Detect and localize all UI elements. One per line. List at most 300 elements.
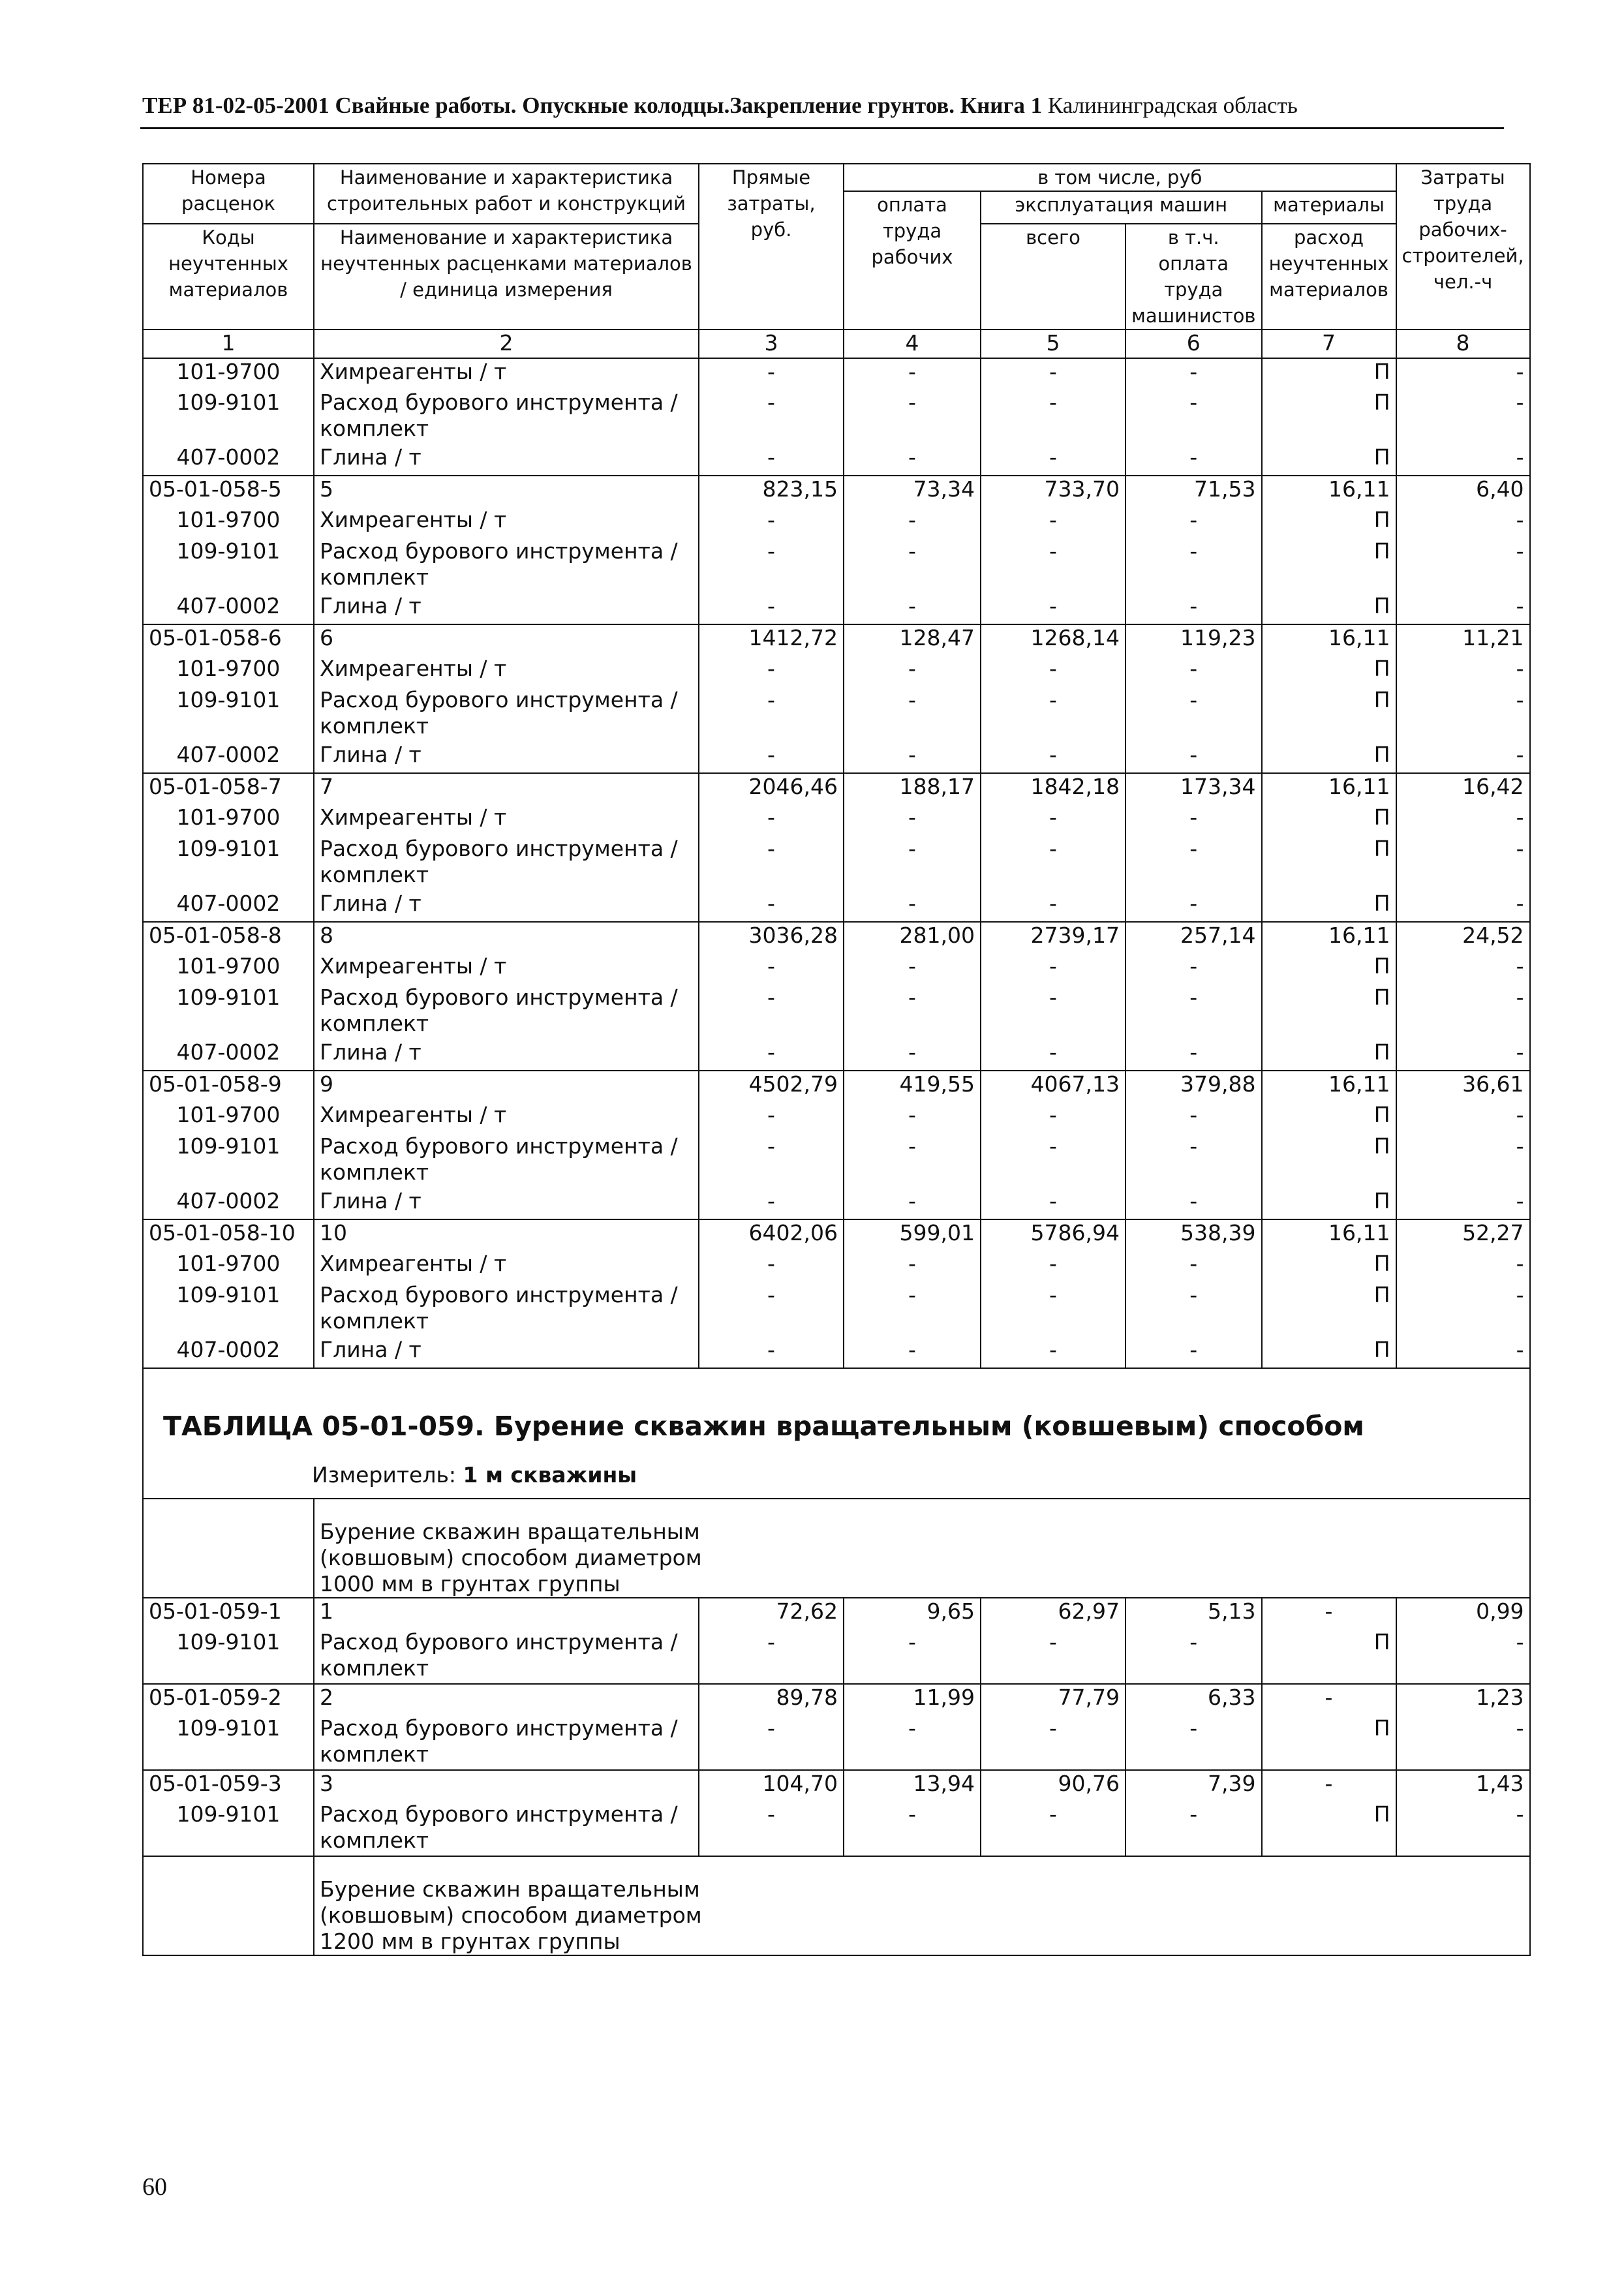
col-material-codes-header: Коды неучтенных материалов bbox=[143, 224, 314, 329]
direct-cost-cell: 6402,06 bbox=[699, 1219, 844, 1251]
labor-hours-cell: 11,21 bbox=[1396, 624, 1530, 656]
direct-cost-cell: - bbox=[699, 538, 844, 593]
material-name: Химреагенты / т bbox=[314, 507, 699, 538]
rate-name: 6 bbox=[314, 624, 699, 656]
machines-total-cell: 62,97 bbox=[981, 1598, 1126, 1629]
direct-cost-cell: 89,78 bbox=[699, 1684, 844, 1715]
material-code: 109-9101 bbox=[143, 1133, 314, 1188]
labor-hours-cell: - bbox=[1396, 1133, 1530, 1188]
machines-total-cell: - bbox=[981, 1102, 1126, 1133]
material-code: 109-9101 bbox=[143, 687, 314, 742]
material-name: Расход бурового инструмента / комплект bbox=[314, 985, 699, 1039]
rate-name: 7 bbox=[314, 773, 699, 804]
machines-total-cell: - bbox=[981, 1039, 1126, 1071]
labor-hours-cell: 52,27 bbox=[1396, 1219, 1530, 1251]
worker-pay-cell: - bbox=[844, 1039, 981, 1071]
operator-pay-cell: - bbox=[1126, 1282, 1262, 1337]
direct-cost-cell: - bbox=[699, 358, 844, 390]
labor-hours-cell: - bbox=[1396, 836, 1530, 891]
group-description-1200: Бурение скважин вращательным (ковшовым) способом диаметром 1200 мм в грунтах группы bbox=[320, 1876, 702, 1954]
material-row bbox=[143, 1337, 1530, 1368]
operator-pay-cell: - bbox=[1126, 656, 1262, 687]
material-code: 101-9700 bbox=[143, 358, 314, 390]
labor-hours-cell: - bbox=[1396, 985, 1530, 1039]
material-row bbox=[143, 358, 1530, 390]
material-row bbox=[143, 985, 1530, 1039]
direct-cost-cell: - bbox=[699, 656, 844, 687]
worker-pay-cell: - bbox=[844, 444, 981, 476]
worker-pay-cell: - bbox=[844, 358, 981, 390]
material-name: Глина / т bbox=[314, 593, 699, 624]
direct-cost-cell: - bbox=[699, 687, 844, 742]
direct-cost-cell: - bbox=[699, 1337, 844, 1368]
rate-row bbox=[143, 624, 1530, 656]
direct-cost-cell: - bbox=[699, 444, 844, 476]
operator-pay-cell: - bbox=[1126, 507, 1262, 538]
material-code: 407-0002 bbox=[143, 1188, 314, 1219]
direct-cost-cell: - bbox=[699, 390, 844, 444]
col-work-name-header: Наименование и характеристика строительных работ и конструкций bbox=[314, 164, 699, 224]
direct-cost-cell: 4502,79 bbox=[699, 1071, 844, 1102]
labor-hours-cell: 6,40 bbox=[1396, 476, 1530, 507]
operator-pay-cell: - bbox=[1126, 1133, 1262, 1188]
machines-total-cell: - bbox=[981, 1282, 1126, 1337]
machines-total-cell: - bbox=[981, 1337, 1126, 1368]
worker-pay-cell: 9,65 bbox=[844, 1598, 981, 1629]
worker-pay-cell: 599,01 bbox=[844, 1219, 981, 1251]
operator-pay-cell: - bbox=[1126, 593, 1262, 624]
machines-total-cell: 733,70 bbox=[981, 476, 1126, 507]
machines-total-cell: - bbox=[981, 507, 1126, 538]
rate-row bbox=[143, 476, 1530, 507]
machines-total-cell: - bbox=[981, 1251, 1126, 1282]
direct-cost-cell: 1412,72 bbox=[699, 624, 844, 656]
operator-pay-cell: - bbox=[1126, 1629, 1262, 1684]
direct-cost-cell: - bbox=[699, 953, 844, 985]
worker-pay-cell: 13,94 bbox=[844, 1770, 981, 1801]
labor-hours-cell: - bbox=[1396, 390, 1530, 444]
material-use-cell: П bbox=[1262, 1629, 1396, 1684]
rate-row bbox=[143, 1219, 1530, 1251]
worker-pay-cell: - bbox=[844, 1282, 981, 1337]
operator-pay-cell: - bbox=[1126, 1251, 1262, 1282]
labor-hours-cell: - bbox=[1396, 1801, 1530, 1856]
labor-hours-cell: - bbox=[1396, 593, 1530, 624]
operator-pay-cell: - bbox=[1126, 985, 1262, 1039]
worker-pay-cell: - bbox=[844, 1133, 981, 1188]
material-code: 109-9101 bbox=[143, 390, 314, 444]
labor-hours-cell: - bbox=[1396, 804, 1530, 836]
operator-pay-cell: - bbox=[1126, 953, 1262, 985]
labor-hours-cell: 1,23 bbox=[1396, 1684, 1530, 1715]
table-header bbox=[143, 164, 1530, 358]
worker-pay-cell: - bbox=[844, 507, 981, 538]
table-059-tail bbox=[143, 1856, 1530, 1955]
labor-hours-cell: - bbox=[1396, 1188, 1530, 1219]
material-name: Химреагенты / т bbox=[314, 1102, 699, 1133]
material-use-cell: П bbox=[1262, 1039, 1396, 1071]
direct-cost-cell: 3036,28 bbox=[699, 922, 844, 953]
material-code: 407-0002 bbox=[143, 593, 314, 624]
worker-pay-cell: - bbox=[844, 1629, 981, 1684]
material-code: 109-9101 bbox=[143, 836, 314, 891]
header-title: ТЕР 81-02-05-2001 Свайные работы. Опускные колодцы.Закрепление грунтов. Книга 1 bbox=[142, 93, 1043, 118]
col-worker-pay-header: оплата труда рабочих bbox=[844, 191, 981, 329]
material-code: 101-9700 bbox=[143, 656, 314, 687]
operator-pay-cell: 379,88 bbox=[1126, 1071, 1262, 1102]
worker-pay-cell: - bbox=[844, 687, 981, 742]
worker-pay-cell: 281,00 bbox=[844, 922, 981, 953]
material-row bbox=[143, 593, 1530, 624]
worker-pay-cell: 188,17 bbox=[844, 773, 981, 804]
machines-total-cell: - bbox=[981, 804, 1126, 836]
column-numbers-row bbox=[143, 329, 1530, 358]
material-row bbox=[143, 507, 1530, 538]
material-name: Расход бурового инструмента / комплект bbox=[314, 1801, 699, 1856]
direct-cost-cell: - bbox=[699, 1801, 844, 1856]
page-number: 60 bbox=[142, 2173, 167, 2201]
machines-total-cell: - bbox=[981, 1133, 1126, 1188]
col-material-use-header: расход неучтенных материалов bbox=[1262, 224, 1396, 329]
rate-row bbox=[143, 1770, 1530, 1801]
material-row bbox=[143, 1282, 1530, 1337]
labor-hours-cell: - bbox=[1396, 1715, 1530, 1770]
header-rule bbox=[140, 127, 1504, 129]
material-use-cell: П bbox=[1262, 891, 1396, 922]
worker-pay-cell: 11,99 bbox=[844, 1684, 981, 1715]
material-row bbox=[143, 444, 1530, 476]
worker-pay-cell: - bbox=[844, 538, 981, 593]
col-number: 1 bbox=[143, 329, 314, 358]
machines-total-cell: 5786,94 bbox=[981, 1219, 1126, 1251]
direct-cost-cell: 72,62 bbox=[699, 1598, 844, 1629]
direct-cost-cell: - bbox=[699, 1188, 844, 1219]
operator-pay-cell: - bbox=[1126, 1801, 1262, 1856]
machines-total-cell: - bbox=[981, 390, 1126, 444]
worker-pay-cell: - bbox=[844, 891, 981, 922]
material-row bbox=[143, 687, 1530, 742]
labor-hours-cell: 0,99 bbox=[1396, 1598, 1530, 1629]
rate-code: 05-01-059-1 bbox=[143, 1598, 314, 1629]
material-use-cell: 16,11 bbox=[1262, 624, 1396, 656]
worker-pay-cell: 73,34 bbox=[844, 476, 981, 507]
worker-pay-cell: - bbox=[844, 390, 981, 444]
labor-hours-cell: - bbox=[1396, 1629, 1530, 1684]
labor-hours-cell: - bbox=[1396, 953, 1530, 985]
machines-total-cell: 2739,17 bbox=[981, 922, 1126, 953]
labor-hours-cell: - bbox=[1396, 507, 1530, 538]
operator-pay-cell: - bbox=[1126, 742, 1262, 773]
operator-pay-cell: - bbox=[1126, 538, 1262, 593]
rate-name: 2 bbox=[314, 1684, 699, 1715]
labor-hours-cell: - bbox=[1396, 742, 1530, 773]
col-number: 5 bbox=[981, 329, 1126, 358]
machines-total-cell: 90,76 bbox=[981, 1770, 1126, 1801]
material-code: 101-9700 bbox=[143, 804, 314, 836]
labor-hours-cell: - bbox=[1396, 1337, 1530, 1368]
rate-code: 05-01-058-10 bbox=[143, 1219, 314, 1251]
worker-pay-cell: - bbox=[844, 1801, 981, 1856]
header-region: Калининградская область bbox=[1042, 93, 1298, 118]
material-row bbox=[143, 538, 1530, 593]
machines-total-cell: - bbox=[981, 538, 1126, 593]
material-name: Расход бурового инструмента / комплект bbox=[314, 836, 699, 891]
operator-pay-cell: - bbox=[1126, 1102, 1262, 1133]
material-row bbox=[143, 1039, 1530, 1071]
material-use-cell: П bbox=[1262, 1715, 1396, 1770]
labor-hours-cell: 36,61 bbox=[1396, 1071, 1530, 1102]
col-machines-header: эксплуатация машин bbox=[981, 191, 1262, 224]
material-row bbox=[143, 891, 1530, 922]
direct-cost-cell: - bbox=[699, 1102, 844, 1133]
operator-pay-cell: 173,34 bbox=[1126, 773, 1262, 804]
rate-row bbox=[143, 1598, 1530, 1629]
direct-cost-cell: - bbox=[699, 507, 844, 538]
direct-cost-cell: - bbox=[699, 1039, 844, 1071]
direct-cost-cell: - bbox=[699, 593, 844, 624]
machines-total-cell: - bbox=[981, 742, 1126, 773]
labor-hours-cell: - bbox=[1396, 656, 1530, 687]
machines-total-cell: - bbox=[981, 593, 1126, 624]
worker-pay-cell: - bbox=[844, 1715, 981, 1770]
operator-pay-cell: - bbox=[1126, 687, 1262, 742]
material-use-cell: П bbox=[1262, 985, 1396, 1039]
rate-name: 9 bbox=[314, 1071, 699, 1102]
machines-total-cell: - bbox=[981, 836, 1126, 891]
operator-pay-cell: 119,23 bbox=[1126, 624, 1262, 656]
material-use-cell: 16,11 bbox=[1262, 1071, 1396, 1102]
measure-value: 1 м скважины bbox=[463, 1462, 637, 1488]
col-number: 8 bbox=[1396, 329, 1530, 358]
col-number: 6 bbox=[1126, 329, 1262, 358]
operator-pay-cell: 6,33 bbox=[1126, 1684, 1262, 1715]
machines-total-cell: - bbox=[981, 687, 1126, 742]
group-description-1000: Бурение скважин вращательным (ковшовым) способом диаметром 1000 мм в грунтах группы bbox=[320, 1519, 702, 1597]
material-name: Химреагенты / т bbox=[314, 1251, 699, 1282]
material-code: 407-0002 bbox=[143, 444, 314, 476]
material-code: 109-9101 bbox=[143, 1801, 314, 1856]
material-use-cell: П bbox=[1262, 1282, 1396, 1337]
material-name: Глина / т bbox=[314, 1337, 699, 1368]
material-row bbox=[143, 836, 1530, 891]
rate-code: 05-01-058-9 bbox=[143, 1071, 314, 1102]
worker-pay-cell: 128,47 bbox=[844, 624, 981, 656]
material-code: 101-9700 bbox=[143, 1102, 314, 1133]
col-number: 4 bbox=[844, 329, 981, 358]
operator-pay-cell: - bbox=[1126, 444, 1262, 476]
operator-pay-cell: 71,53 bbox=[1126, 476, 1262, 507]
labor-hours-cell: - bbox=[1396, 891, 1530, 922]
direct-cost-cell: - bbox=[699, 985, 844, 1039]
material-name: Глина / т bbox=[314, 1188, 699, 1219]
material-name: Глина / т bbox=[314, 1039, 699, 1071]
labor-hours-cell: 24,52 bbox=[1396, 922, 1530, 953]
labor-hours-cell: - bbox=[1396, 687, 1530, 742]
col-direct-cost-header: Прямые затраты, руб. bbox=[699, 164, 844, 329]
rate-name: 3 bbox=[314, 1770, 699, 1801]
machines-total-cell: - bbox=[981, 358, 1126, 390]
material-name: Расход бурового инструмента / комплект bbox=[314, 687, 699, 742]
material-use-cell: 16,11 bbox=[1262, 1219, 1396, 1251]
col-operator-pay-header: в т.ч. оплата труда машинистов bbox=[1126, 224, 1262, 329]
col-number: 2 bbox=[314, 329, 699, 358]
material-row bbox=[143, 742, 1530, 773]
material-code: 109-9101 bbox=[143, 1715, 314, 1770]
direct-cost-cell: - bbox=[699, 1282, 844, 1337]
material-use-cell: П bbox=[1262, 1801, 1396, 1856]
material-name: Глина / т bbox=[314, 444, 699, 476]
machines-total-cell: - bbox=[981, 656, 1126, 687]
material-name: Расход бурового инструмента / комплект bbox=[314, 1629, 699, 1684]
labor-hours-cell: - bbox=[1396, 1039, 1530, 1071]
material-name: Расход бурового инструмента / комплект bbox=[314, 390, 699, 444]
material-use-cell: П bbox=[1262, 1251, 1396, 1282]
worker-pay-cell: - bbox=[844, 1337, 981, 1368]
measure-line bbox=[144, 1459, 1529, 1498]
material-name: Химреагенты / т bbox=[314, 804, 699, 836]
direct-cost-cell: - bbox=[699, 1133, 844, 1188]
material-row bbox=[143, 1629, 1530, 1684]
labor-hours-cell: - bbox=[1396, 1102, 1530, 1133]
material-code: 407-0002 bbox=[143, 1039, 314, 1071]
material-use-cell: 16,11 bbox=[1262, 922, 1396, 953]
material-row bbox=[143, 1715, 1530, 1770]
material-use-cell: П bbox=[1262, 444, 1396, 476]
rate-name: 5 bbox=[314, 476, 699, 507]
material-use-cell: - bbox=[1262, 1770, 1396, 1801]
worker-pay-cell: - bbox=[844, 1188, 981, 1219]
col-number: 7 bbox=[1262, 329, 1396, 358]
material-name: Расход бурового инструмента / комплект bbox=[314, 1715, 699, 1770]
direct-cost-cell: - bbox=[699, 1629, 844, 1684]
worker-pay-cell: - bbox=[844, 1251, 981, 1282]
material-name: Расход бурового инструмента / комплект bbox=[314, 538, 699, 593]
material-use-cell: П bbox=[1262, 953, 1396, 985]
material-name: Расход бурового инструмента / комплект bbox=[314, 1133, 699, 1188]
rate-code: 05-01-058-6 bbox=[143, 624, 314, 656]
col-labor-header: Затраты труда рабочих-строителей, чел.-ч bbox=[1396, 164, 1530, 329]
labor-hours-cell: - bbox=[1396, 444, 1530, 476]
measure-label: Измеритель: bbox=[312, 1462, 463, 1488]
material-name: Глина / т bbox=[314, 891, 699, 922]
rate-row bbox=[143, 1071, 1530, 1102]
direct-cost-cell: - bbox=[699, 836, 844, 891]
col-number: 3 bbox=[699, 329, 844, 358]
material-use-cell: П bbox=[1262, 593, 1396, 624]
col-materials-header: материалы bbox=[1262, 191, 1396, 224]
machines-total-cell: - bbox=[981, 891, 1126, 922]
material-code: 109-9101 bbox=[143, 1282, 314, 1337]
machines-total-cell: 1268,14 bbox=[981, 624, 1126, 656]
table-059-heading bbox=[143, 1368, 1530, 1598]
material-use-cell: П bbox=[1262, 687, 1396, 742]
material-row bbox=[143, 1133, 1530, 1188]
machines-total-cell: - bbox=[981, 444, 1126, 476]
material-row bbox=[143, 656, 1530, 687]
worker-pay-cell: 419,55 bbox=[844, 1071, 981, 1102]
labor-hours-cell: 1,43 bbox=[1396, 1770, 1530, 1801]
material-code: 109-9101 bbox=[143, 538, 314, 593]
machines-total-cell: - bbox=[981, 985, 1126, 1039]
material-name: Химреагенты / т bbox=[314, 358, 699, 390]
rate-code: 05-01-059-3 bbox=[143, 1770, 314, 1801]
machines-total-cell: - bbox=[981, 1629, 1126, 1684]
operator-pay-cell: - bbox=[1126, 804, 1262, 836]
material-name: Глина / т bbox=[314, 742, 699, 773]
col-group-header: в том числе, руб bbox=[844, 164, 1396, 191]
material-code: 101-9700 bbox=[143, 1251, 314, 1282]
material-use-cell: П bbox=[1262, 538, 1396, 593]
material-use-cell: П bbox=[1262, 358, 1396, 390]
operator-pay-cell: - bbox=[1126, 390, 1262, 444]
machines-total-cell: - bbox=[981, 1801, 1126, 1856]
material-use-cell: П bbox=[1262, 390, 1396, 444]
direct-cost-cell: - bbox=[699, 804, 844, 836]
rates-table bbox=[142, 163, 1531, 1956]
worker-pay-cell: - bbox=[844, 656, 981, 687]
direct-cost-cell: - bbox=[699, 1715, 844, 1770]
worker-pay-cell: - bbox=[844, 804, 981, 836]
material-use-cell: П bbox=[1262, 742, 1396, 773]
material-name: Химреагенты / т bbox=[314, 953, 699, 985]
rate-name: 10 bbox=[314, 1219, 699, 1251]
material-row bbox=[143, 953, 1530, 985]
material-use-cell: 16,11 bbox=[1262, 773, 1396, 804]
material-use-cell: П bbox=[1262, 1133, 1396, 1188]
operator-pay-cell: - bbox=[1126, 891, 1262, 922]
direct-cost-cell: 823,15 bbox=[699, 476, 844, 507]
col-rate-numbers-header: Номера расценок bbox=[143, 164, 314, 224]
rate-code: 05-01-058-5 bbox=[143, 476, 314, 507]
worker-pay-cell: - bbox=[844, 742, 981, 773]
machines-total-cell: - bbox=[981, 953, 1126, 985]
table-body-059 bbox=[143, 1598, 1530, 1856]
operator-pay-cell: 257,14 bbox=[1126, 922, 1262, 953]
rate-code: 05-01-058-7 bbox=[143, 773, 314, 804]
material-use-cell: П bbox=[1262, 1188, 1396, 1219]
material-use-cell: П bbox=[1262, 836, 1396, 891]
material-code: 407-0002 bbox=[143, 742, 314, 773]
material-row bbox=[143, 1188, 1530, 1219]
material-use-cell: П bbox=[1262, 1337, 1396, 1368]
running-header bbox=[142, 93, 1499, 119]
machines-total-cell: 1842,18 bbox=[981, 773, 1126, 804]
material-use-cell: П bbox=[1262, 656, 1396, 687]
worker-pay-cell: - bbox=[844, 1102, 981, 1133]
rate-name: 1 bbox=[314, 1598, 699, 1629]
material-use-cell: - bbox=[1262, 1684, 1396, 1715]
material-code: 101-9700 bbox=[143, 507, 314, 538]
labor-hours-cell: - bbox=[1396, 1282, 1530, 1337]
rate-name: 8 bbox=[314, 922, 699, 953]
material-use-cell: П bbox=[1262, 1102, 1396, 1133]
rate-code: 05-01-058-8 bbox=[143, 922, 314, 953]
operator-pay-cell: - bbox=[1126, 358, 1262, 390]
col-machines-total-header: всего bbox=[981, 224, 1126, 329]
material-name: Расход бурового инструмента / комплект bbox=[314, 1282, 699, 1337]
table-body-058 bbox=[143, 358, 1530, 1368]
rate-code: 05-01-059-2 bbox=[143, 1684, 314, 1715]
material-use-cell: 16,11 bbox=[1262, 476, 1396, 507]
material-row bbox=[143, 1102, 1530, 1133]
material-code: 407-0002 bbox=[143, 891, 314, 922]
rate-row bbox=[143, 773, 1530, 804]
operator-pay-cell: - bbox=[1126, 1188, 1262, 1219]
direct-cost-cell: 2046,46 bbox=[699, 773, 844, 804]
machines-total-cell: 4067,13 bbox=[981, 1071, 1126, 1102]
material-row bbox=[143, 390, 1530, 444]
material-name: Химреагенты / т bbox=[314, 656, 699, 687]
